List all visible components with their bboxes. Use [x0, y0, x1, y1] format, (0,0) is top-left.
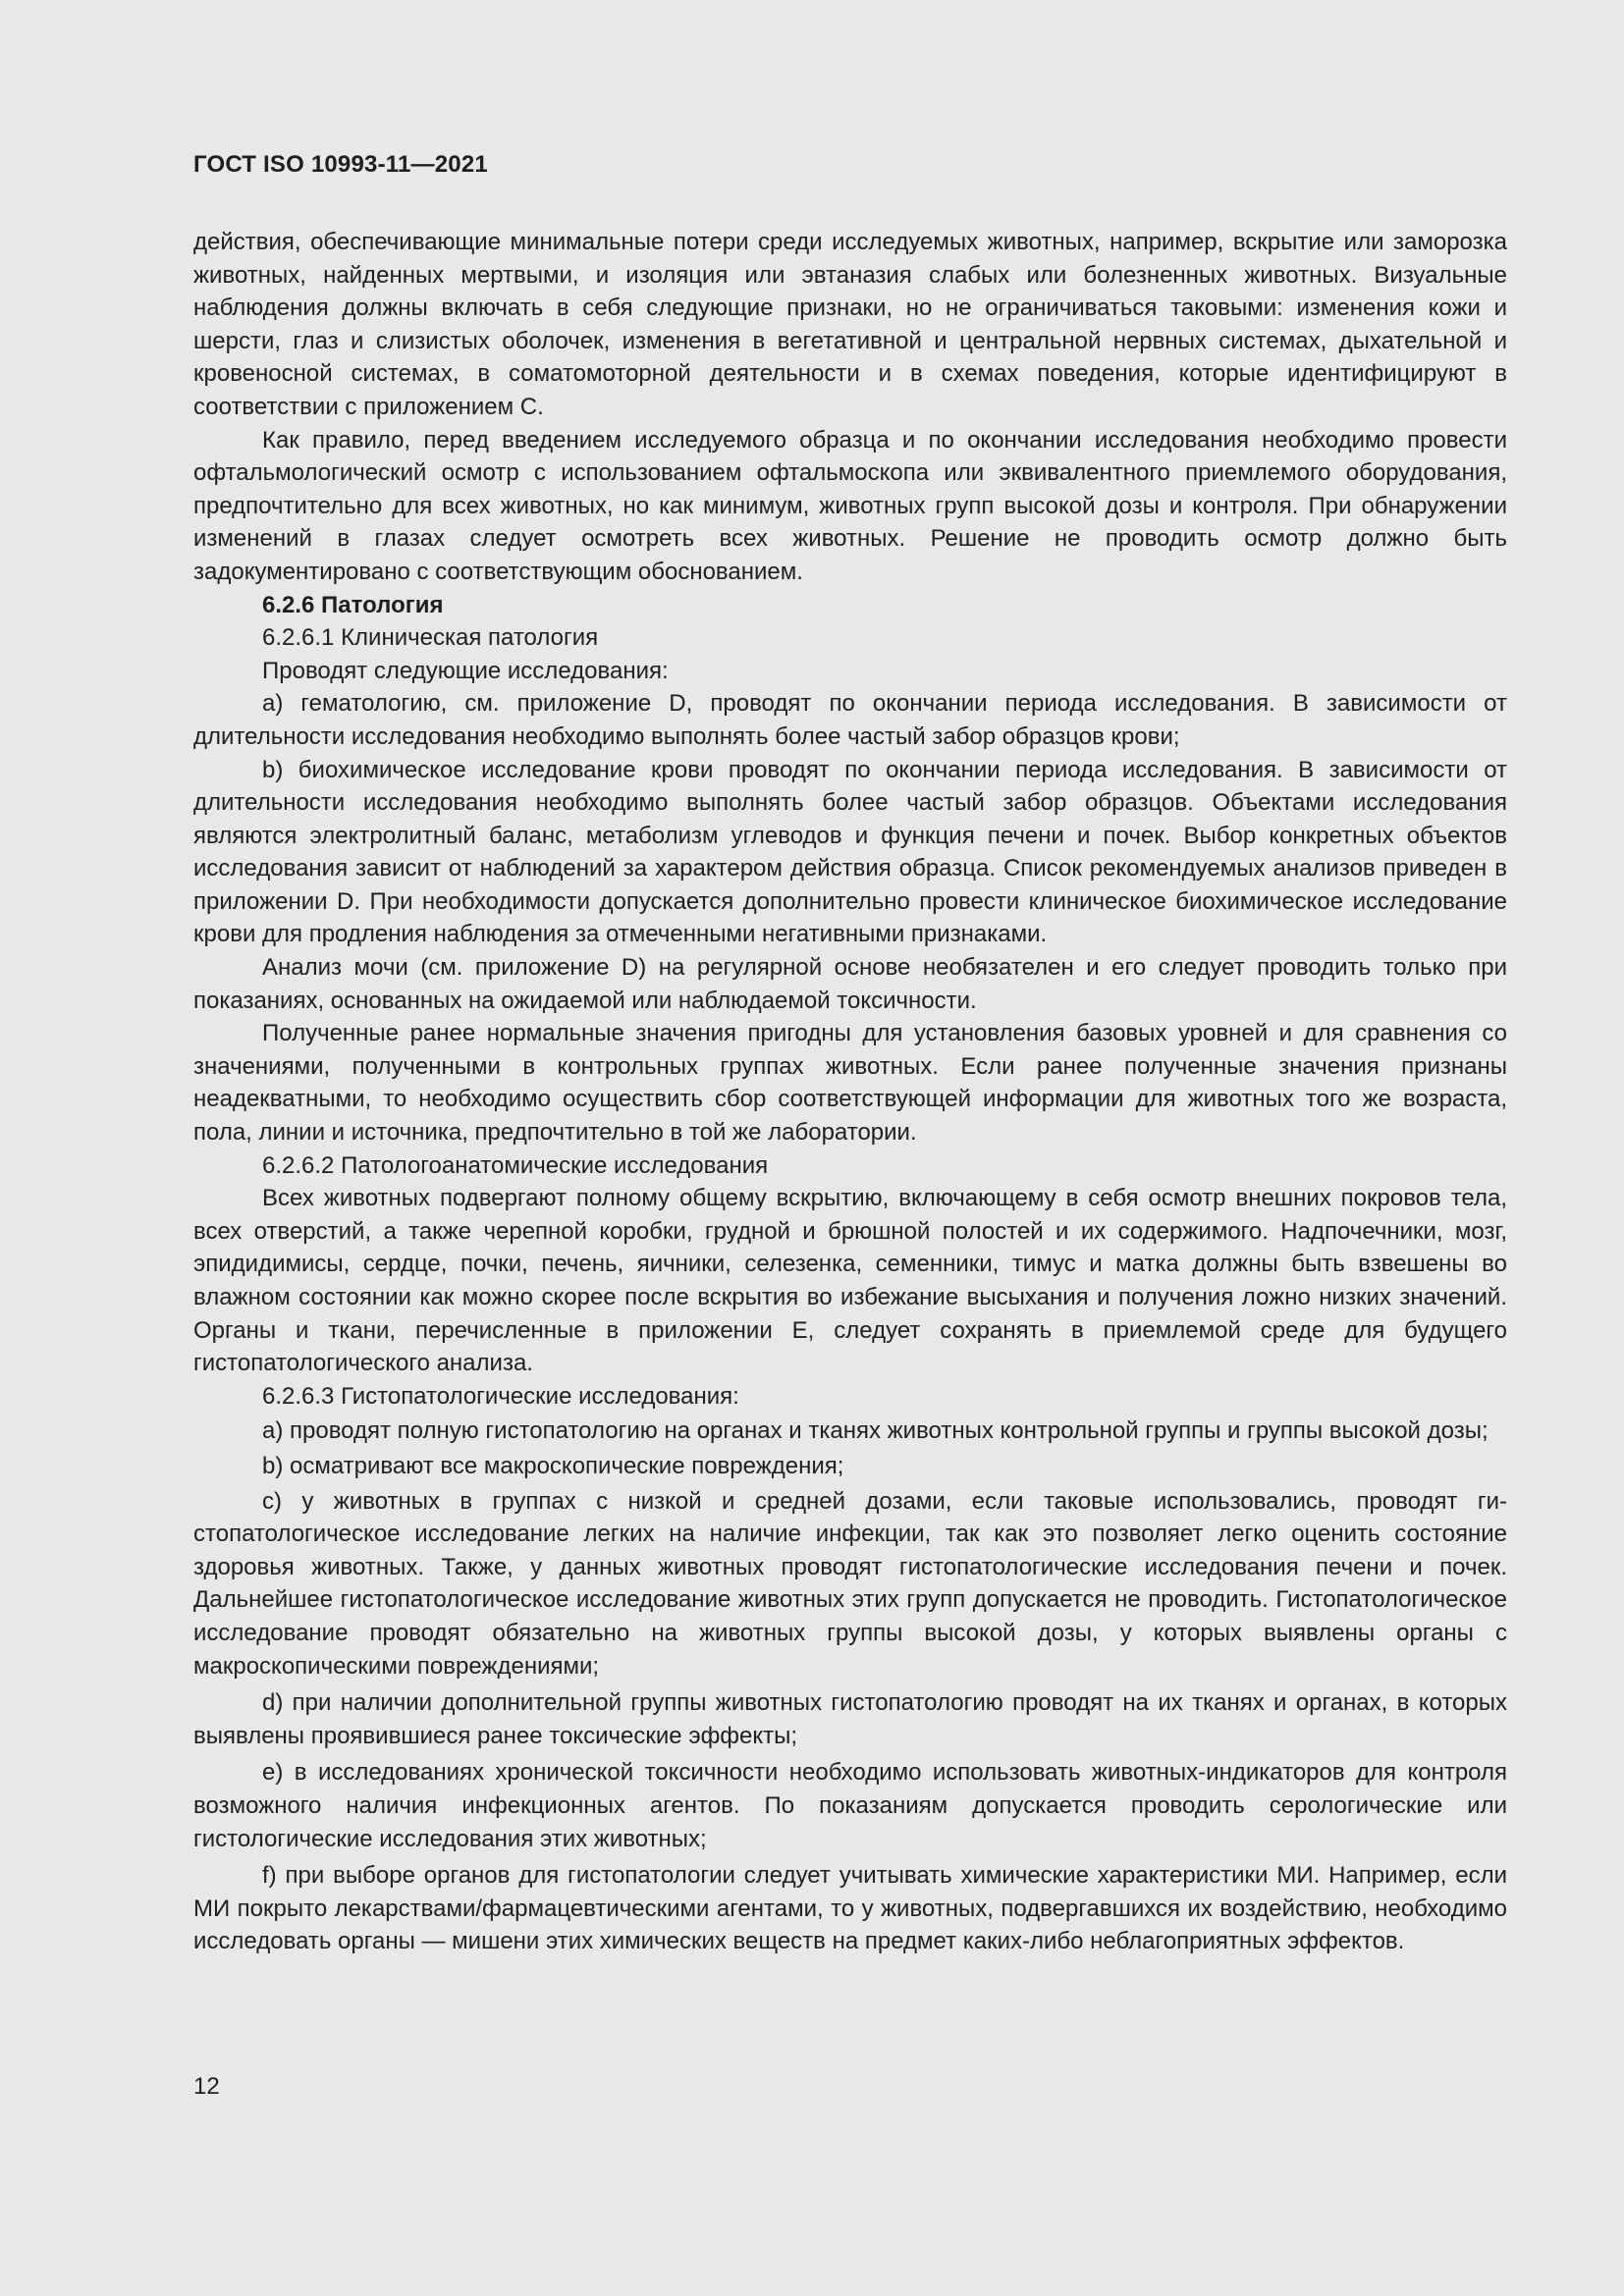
- subsection-heading-histopathology: 6.2.6.3 Гистопатологические исследования:: [262, 1382, 739, 1410]
- document-body: [193, 226, 1507, 1958]
- paragraph-necropsy: Всех животных подвергают полному общему вскрытию, включающему в себя осмотр внешних покровов тела, всех отверстий, а также черепной коробки, грудной и брюшной полостей и их содержимого. Надпочечники, мозг, эпидидимисы, сердце, почки, печень, яичники, селезенка, семенники, тимус и матка должны быть взвешены во влажном состоянии как можно скорее после вскрытия во избежание высыхания и получения ложно низких значений. Органы и ткани, перечисленные в приложении Е, следует сохранять в приемлемой среде для будущего гистопатологического анализа.: [193, 1185, 1507, 1377]
- list-item-hematology: a) гематологию, см. приложение D, проводят по окончании периода исследования. В зависимости от длительности исследования необходимо выполнять более частый забор образцов крови;: [193, 690, 1507, 750]
- paragraph-ophthalmology: Как правило, перед введением исследуемого образца и по окончании исследования необходимо провести офтальмологический осмотр с использованием офтальмоскопа или эквивалентного приемлемого оборудования, предпочтительно для всех животных, но как минимум, животных групп высокой дозы и контроля. При обнаружении изменений в глазах следует осмотреть всех животных. Решение не проводить осмотр должно быть задокументировано с соответствующим обоснованием.: [193, 426, 1507, 585]
- paragraph-urinalysis: Анализ мочи (см. приложение D) на регулярной основе необязателен и его следует проводить только при показаниях, основанных на ожидаемой или наблюдаемой токсичности.: [193, 954, 1507, 1014]
- subsection-heading-necropsy: 6.2.6.2 Патологоанатомические исследования: [262, 1151, 769, 1179]
- paragraph-observations-continued: действия, обеспечивающие минимальные потери среди исследуемых животных, например, вскрытие или заморозка животных, найденных мертвыми, и изоляция или эвтаназия слабых или болезненных животных. Визуальные наблюдения должны включать в себя следующие признаки, но не ограничиваться таковыми: изменения кожи и шерсти, глаз и слизистых оболочек, изменения в вегетативной и центральной нервных системах, дыхательной и кровеносной системах, в соматомоторной деятельности и в схемах поведения, которые идентифицируют в соответствии с приложением С.: [193, 229, 1507, 420]
- list-item-satellite-group: d) при наличии дополнительной группы животных гистопатологию проводят на их тканях и органах, в которых выявлены проявившиеся ранее токсические эффекты;: [193, 1689, 1507, 1749]
- list-item-sentinel-animals: e) в исследованиях хронической токсичности необходимо использовать животных-индикаторов для контроля возможного наличия инфекционных агентов. По показаниям допускается проводить серологические или гистологические исследования этих животных;: [193, 1759, 1507, 1852]
- list-item-macroscopic-lesions: b) осматривают все макроскопические повреждения;: [262, 1452, 844, 1479]
- paragraph-studies-intro: Проводят следующие исследования:: [262, 657, 669, 684]
- document-header: ГОСТ ISO 10993-11—2021: [193, 151, 488, 178]
- list-item-full-histopathology: a) проводят полную гистопатологию на органах и тканях животных контрольной группы и группы высокой дозы;: [262, 1417, 1489, 1445]
- list-item-low-mid-dose: c) у животных в группах с низкой и средней дозами, если таковые использовались, проводят гистопатологическое исследование легких на наличие инфекции, так как это позволяет легко оценить состояние здоровья животных. Также, у данных животных проводят гистопатологические исследования печени и почек. Дальнейшее гистопатологическое исследование животных этих групп допускается не проводить. Гистопатологическое исследование проводят обязательно на животных группы высокой дозы, у которых выявлены органы с макроскопическими повреждениями;: [193, 1487, 1507, 1680]
- section-heading-pathology: 6.2.6 Патология: [262, 591, 444, 618]
- subsection-heading-clinical-pathology: 6.2.6.1 Клиническая патология: [262, 624, 599, 652]
- paragraph-baseline-values: Полученные ранее нормальные значения пригодны для установления базовых уровней и для сравнения со значениями, полученными в контрольных группах животных. Если ранее полученные значения признаны неадекватными, то необходимо осуществить сбор соответствующей информации для животных того же возраста, пола, линии и источника, предпочтительно в той же лаборатории.: [193, 1020, 1507, 1147]
- page-number: 12: [193, 2073, 220, 2100]
- list-item-blood-biochemistry: b) биохимическое исследование крови проводят по окончании периода исследования. В зависимости от длительности исследования необходимо выполнять более частый забор образцов. Объектами исследования являются электролитный баланс, метаболизм углеводов и функция печени и почек. Выбор конкретных объектов исследования зависит от наблюдений за характером действия образца. Список рекомендуемых анализов приведен в приложении D. При необходимости допускается дополнительно провести клиническое биохимическое исследование крови для продления наблюдения за отмеченными негативными признаками.: [193, 756, 1507, 948]
- list-item-organ-selection: f) при выборе органов для гистопатологии следует учитывать химические характеристики МИ. Например, если МИ покрыто лекарствами/фармацевтическими агентами, то у животных, подвергавшихся их воздействию, необходимо исследовать органы — мишени этих химических веществ на предмет каких-либо неблагоприятных эффектов.: [193, 1862, 1507, 1955]
